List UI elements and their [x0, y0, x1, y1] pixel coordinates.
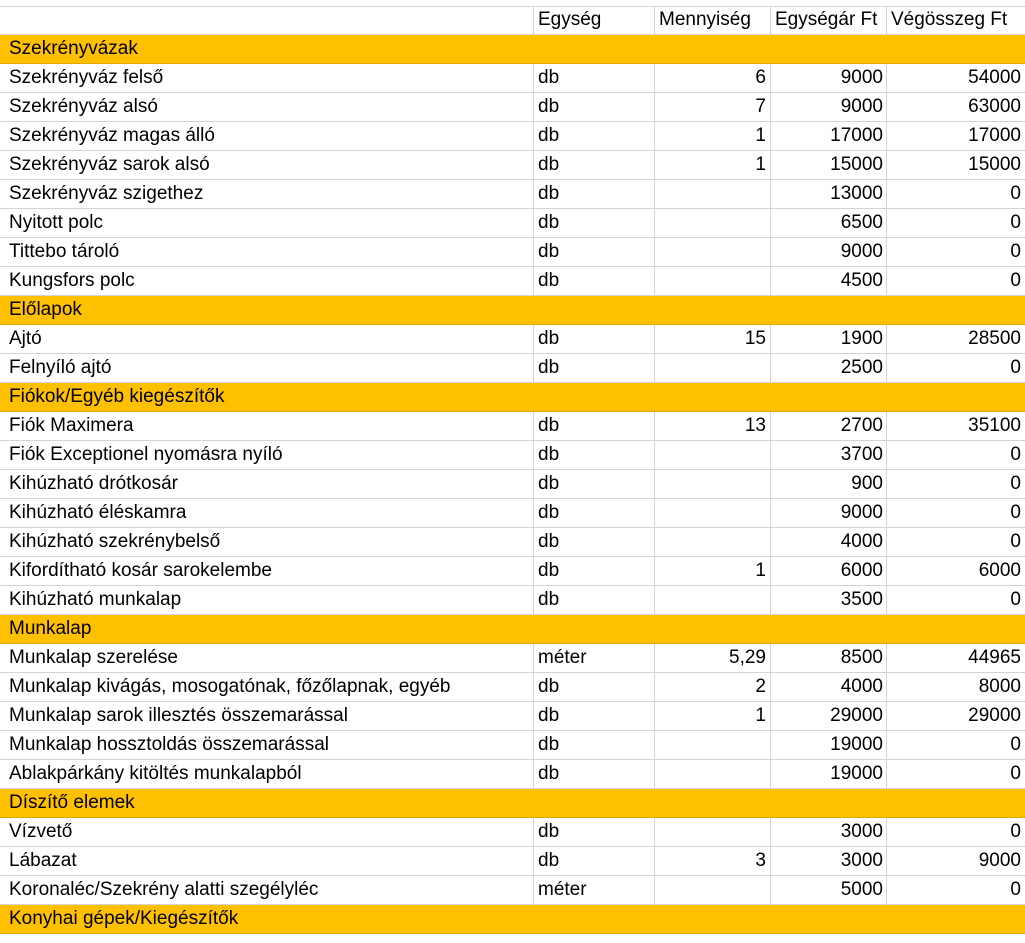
cell-price[interactable]: 9000 — [771, 64, 887, 92]
cell-total[interactable]: 0 — [1010, 241, 1021, 262]
cell-total[interactable]: 0 — [1010, 531, 1021, 552]
section-title-cell[interactable]: Fiókok/Egyéb kiegészítők — [9, 386, 225, 407]
table-row — [0, 847, 1025, 876]
cell-price[interactable]: 9000 — [771, 93, 887, 121]
cell-name[interactable]: Tittebo tároló — [0, 238, 534, 266]
cell-unit[interactable]: db — [534, 499, 655, 527]
cell-name[interactable]: Felnyíló ajtó — [0, 354, 534, 382]
table-row — [0, 470, 1025, 499]
cell-name[interactable]: Kihúzható éléskamra — [0, 499, 534, 527]
cell-price[interactable]: 1900 — [771, 325, 887, 353]
cell-total[interactable]: 0 — [1010, 183, 1021, 204]
cell-unit[interactable]: db — [534, 702, 655, 730]
cell-unit[interactable]: db — [534, 818, 655, 846]
cell-price[interactable]: 13000 — [771, 180, 887, 208]
cell-total[interactable]: 29000 — [968, 705, 1021, 726]
header-cell-name[interactable] — [0, 6, 534, 34]
cell-total[interactable]: 54000 — [968, 67, 1021, 88]
cell-name[interactable]: Koronaléc/Szekrény alatti szegélyléc — [0, 876, 534, 904]
header-cell-total[interactable]: Végösszeg Ft — [891, 9, 1008, 30]
table-row — [0, 267, 1025, 296]
cell-qty[interactable] — [655, 586, 771, 614]
cell-qty[interactable]: 1 — [655, 702, 771, 730]
table-row — [0, 238, 1025, 267]
section-title-cell[interactable]: Konyhai gépek/Kiegészítők — [9, 908, 239, 929]
cell-name[interactable]: Szekrényváz alsó — [0, 93, 534, 121]
cell-total[interactable]: 0 — [1010, 589, 1021, 610]
table-row — [0, 499, 1025, 528]
cell-unit[interactable]: db — [534, 209, 655, 237]
cell-unit[interactable]: db — [534, 673, 655, 701]
cell-name[interactable]: Szekrényváz sarok alsó — [0, 151, 534, 179]
table-row — [0, 354, 1025, 383]
cell-unit[interactable]: db — [534, 731, 655, 759]
table-row — [0, 209, 1025, 238]
cell-price[interactable]: 19000 — [771, 731, 887, 759]
cell-qty[interactable] — [655, 760, 771, 788]
section-row — [0, 615, 1025, 644]
section-title-cell[interactable]: Díszítő elemek — [9, 792, 135, 813]
cell-qty[interactable] — [655, 876, 771, 904]
table-row — [0, 586, 1025, 615]
cell-total[interactable]: 0 — [1010, 879, 1021, 900]
cell-qty[interactable] — [655, 470, 771, 498]
cell-qty[interactable]: 1 — [655, 122, 771, 150]
cell-name[interactable]: Munkalap sarok illesztés összemarással — [0, 702, 534, 730]
table-row — [0, 673, 1025, 702]
cell-unit[interactable]: db — [534, 441, 655, 469]
cell-name[interactable]: Szekrényváz felső — [0, 64, 534, 92]
table-row — [0, 702, 1025, 731]
cell-name[interactable]: Munkalap szerelése — [0, 644, 534, 672]
cell-total[interactable]: 0 — [1010, 357, 1021, 378]
cell-unit[interactable]: db — [534, 151, 655, 179]
cell-name[interactable]: Fiók Exceptionel nyomásra nyíló — [0, 441, 534, 469]
section-row — [0, 789, 1025, 818]
table-row — [0, 64, 1025, 93]
cell-price[interactable]: 6000 — [771, 557, 887, 585]
header-row — [0, 6, 1025, 35]
cell-name[interactable]: Ablakpárkány kitöltés munkalapból — [0, 760, 534, 788]
cell-price[interactable]: 9000 — [771, 499, 887, 527]
header-cell-price[interactable]: Egységár Ft — [771, 6, 887, 34]
cell-unit[interactable]: db — [534, 847, 655, 875]
cell-name[interactable]: Kihúzható szekrénybelső — [0, 528, 534, 556]
cell-qty[interactable] — [655, 180, 771, 208]
cell-price[interactable]: 9000 — [771, 238, 887, 266]
cell-unit[interactable]: méter — [534, 876, 655, 904]
cell-total[interactable]: 0 — [1010, 444, 1021, 465]
cell-unit[interactable]: db — [534, 354, 655, 382]
cell-unit[interactable]: db — [534, 64, 655, 92]
cell-price[interactable]: 29000 — [771, 702, 887, 730]
cell-qty[interactable]: 3 — [655, 847, 771, 875]
cell-qty[interactable]: 7 — [655, 93, 771, 121]
table-row — [0, 760, 1025, 789]
cell-total[interactable]: 9000 — [978, 850, 1021, 871]
cell-qty[interactable] — [655, 238, 771, 266]
table-row — [0, 528, 1025, 557]
cell-price[interactable]: 19000 — [771, 760, 887, 788]
section-row — [0, 296, 1025, 325]
cell-total[interactable]: 17000 — [968, 125, 1021, 146]
cell-qty[interactable] — [655, 818, 771, 846]
table-row — [0, 731, 1025, 760]
cell-unit[interactable]: db — [534, 267, 655, 295]
cell-total[interactable]: 0 — [1010, 734, 1021, 755]
cell-name[interactable]: Fiók Maximera — [0, 412, 534, 440]
cell-total[interactable]: 0 — [1010, 763, 1021, 784]
cell-total[interactable]: 63000 — [968, 96, 1021, 117]
section-row — [0, 383, 1025, 412]
cell-name[interactable]: Kihúzható munkalap — [0, 586, 534, 614]
cell-price[interactable]: 4500 — [771, 267, 887, 295]
cell-total[interactable]: 0 — [1010, 270, 1021, 291]
table-row — [0, 412, 1025, 441]
cell-price[interactable]: 2500 — [771, 354, 887, 382]
cell-total[interactable]: 0 — [1010, 821, 1021, 842]
cell-qty[interactable]: 15 — [655, 325, 771, 353]
cell-name[interactable]: Kihúzható drótkosár — [0, 470, 534, 498]
header-cell-unit[interactable]: Egység — [534, 6, 655, 34]
cell-qty[interactable] — [655, 209, 771, 237]
table-row — [0, 557, 1025, 586]
section-row — [0, 905, 1025, 934]
cell-name[interactable]: Szekrényváz szigethez — [0, 180, 534, 208]
cell-qty[interactable]: 6 — [655, 64, 771, 92]
cell-price[interactable]: 5000 — [771, 876, 887, 904]
cell-qty[interactable] — [655, 528, 771, 556]
cell-qty[interactable] — [655, 441, 771, 469]
cell-price[interactable]: 2700 — [771, 412, 887, 440]
cell-name[interactable]: Szekrényváz magas álló — [0, 122, 534, 150]
cell-name[interactable]: Vízvető — [0, 818, 534, 846]
cell-total[interactable]: 0 — [1010, 502, 1021, 523]
cell-name[interactable]: Kungsfors polc — [0, 267, 534, 295]
cell-total[interactable]: 0 — [1010, 473, 1021, 494]
cell-name[interactable]: Kifordítható kosár sarokelembe — [0, 557, 534, 585]
cell-qty[interactable]: 13 — [655, 412, 771, 440]
cell-total[interactable]: 35100 — [968, 415, 1021, 436]
cell-price[interactable]: 17000 — [771, 122, 887, 150]
cell-qty[interactable]: 2 — [655, 673, 771, 701]
cell-unit[interactable]: db — [534, 93, 655, 121]
cell-name[interactable]: Lábazat — [0, 847, 534, 875]
section-title-cell[interactable]: Előlapok — [9, 299, 82, 320]
cell-unit[interactable]: db — [534, 180, 655, 208]
cell-name[interactable]: Munkalap kivágás, mosogatónak, főzőlapnak, egyéb — [0, 673, 534, 701]
table-row — [0, 644, 1025, 673]
cell-qty[interactable] — [655, 499, 771, 527]
cell-total[interactable]: 0 — [1010, 212, 1021, 233]
table-row — [0, 180, 1025, 209]
cell-price[interactable]: 4000 — [771, 673, 887, 701]
cell-unit[interactable]: db — [534, 760, 655, 788]
cell-unit[interactable]: db — [534, 238, 655, 266]
table-row — [0, 325, 1025, 354]
table-row — [0, 122, 1025, 151]
cell-name[interactable]: Ajtó — [0, 325, 534, 353]
cell-price[interactable]: 4000 — [771, 528, 887, 556]
cell-unit[interactable]: db — [534, 557, 655, 585]
table-row — [0, 818, 1025, 847]
table-row — [0, 876, 1025, 905]
cell-price[interactable]: 15000 — [771, 151, 887, 179]
cell-total[interactable]: 8000 — [978, 676, 1021, 697]
cell-unit[interactable]: db — [534, 122, 655, 150]
cell-price[interactable]: 6500 — [771, 209, 887, 237]
cell-price[interactable]: 3500 — [771, 586, 887, 614]
section-title-cell[interactable]: Munkalap — [9, 618, 92, 639]
cell-unit[interactable]: db — [534, 412, 655, 440]
cell-total[interactable]: 6000 — [978, 560, 1021, 581]
table-row — [0, 441, 1025, 470]
table-row — [0, 151, 1025, 180]
header-cell-qty[interactable]: Mennyiség — [655, 6, 771, 34]
cell-qty[interactable]: 1 — [655, 151, 771, 179]
cell-total[interactable]: 44965 — [968, 647, 1021, 668]
section-title-cell[interactable]: Szekrényvázak — [9, 38, 138, 59]
cell-qty[interactable] — [655, 354, 771, 382]
cell-qty[interactable]: 5,29 — [655, 644, 771, 672]
cell-price[interactable]: 900 — [771, 470, 887, 498]
table-row — [0, 93, 1025, 122]
cell-total[interactable]: 15000 — [968, 154, 1021, 175]
cell-price[interactable]: 3700 — [771, 441, 887, 469]
cell-qty[interactable]: 1 — [655, 557, 771, 585]
cell-price[interactable]: 3000 — [771, 818, 887, 846]
cell-price[interactable]: 8500 — [771, 644, 887, 672]
cell-qty[interactable] — [655, 267, 771, 295]
section-row — [0, 35, 1025, 64]
cell-unit[interactable]: db — [534, 586, 655, 614]
cell-unit[interactable]: méter — [534, 644, 655, 672]
cell-unit[interactable]: db — [534, 325, 655, 353]
cell-total[interactable]: 28500 — [968, 328, 1021, 349]
cell-unit[interactable]: db — [534, 528, 655, 556]
cell-unit[interactable]: db — [534, 470, 655, 498]
cell-name[interactable]: Munkalap hossztoldás összemarással — [0, 731, 534, 759]
cell-qty[interactable] — [655, 731, 771, 759]
cell-name[interactable]: Nyitott polc — [0, 209, 534, 237]
cell-price[interactable]: 3000 — [771, 847, 887, 875]
